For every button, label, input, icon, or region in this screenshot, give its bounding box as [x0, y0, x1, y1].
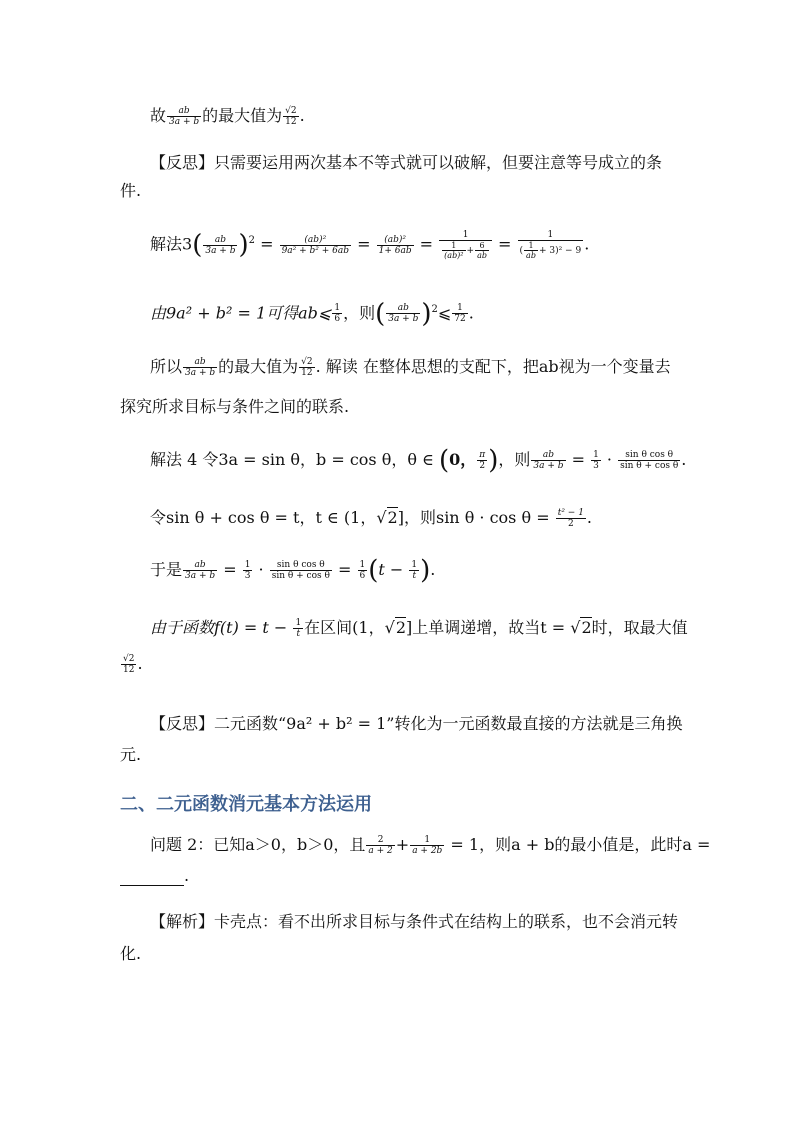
max-value-line: 故 $\frac{ab}{3a + b}$ 的最大值为 $\frac{√2}{12}$ .: [150, 106, 305, 127]
section-heading: 二、二元函数消元基本方法运用: [120, 794, 372, 815]
reflection-continuation: 件.: [120, 181, 142, 200]
fraction: $\frac{√2}{12}$: [285, 106, 297, 127]
therefore-line: 于是 $\frac{ab}{3a + b}$ = $\frac{1}{3}$ · $\frac{\text{sin θ cos θ}}{\text{sin θ + cos θ}}$ = $\frac{1}{6}$ (t − $\frac{1}{t}$ ).: [150, 555, 436, 586]
text: 的最大值为: [202, 106, 283, 125]
method-3-line: 解法3( $\frac{ab}{3a + b}$ )$^2$ = $\frac{\text{(ab)²}}{\text{9a² + b² + 6ab}}$ = $\frac{\text{(ab)²}}{1+ 6ab}$ = 1 $\frac{1}{\text{(ab)²}}$ + $\frac{6}{ab}$ = 1 ( $\frac{1}{ab}$ + 3)² − 9 .: [150, 230, 590, 260]
question-2-line: 问题 2：已知a＞0，b＞0，且 $\frac{2}{a + 2}$ + $\frac{1}{a + 2b}$ = 1，则a + b的最小值是，此时a =: [150, 835, 711, 856]
fraction: $\frac{ab}{3a + b}$: [169, 106, 200, 127]
analysis-continuation: 化.: [120, 944, 142, 963]
interpretation-line: 所以 $\frac{ab}{3a + b}$ 的最大值为 $\frac{√2}{12}$ . 解读 在整体思想的支配下，把ab视为一个变量去: [150, 357, 671, 378]
condition-line: 由9a² + b² = 1可得ab⩽ $\frac{1}{6}$ ，则( $\frac{ab}{3a + b}$ )$^2$⩽ $\frac{1}{72}$ .: [150, 298, 474, 329]
reflection-2-continuation: 元.: [120, 745, 142, 764]
monotonic-line: 由于函数f(t) = t − $\frac{1}{t}$ 在区间(1，√2]上单调递增，故当t = √2时，取最大值: [150, 618, 688, 639]
substitution-line: 令sin θ + cos θ = t，t ∈ (1，√2]，则sin θ · cos θ = $\frac{\text{t² − 1}}{2}$ .: [150, 508, 593, 529]
answer-blank[interactable]: [120, 871, 184, 886]
method-4-line: 解法 4 令3a = sin θ，b = cos θ，θ ∈ (0， $\frac{\pi}{2}$ )，则 $\frac{ab}{3a + b}$ = $\frac{1}{3}$ · $\frac{\text{sin θ cos θ}}{\text{sin θ + cos θ}}$ .: [150, 445, 687, 476]
analysis-paragraph: 【解析】卡壳点：看不出所求目标与条件式在结构上的联系，也不会消元转: [150, 912, 679, 931]
monotonic-continuation: $\frac{√2}{12}$ .: [123, 654, 143, 675]
answer-blank-line: .: [120, 866, 189, 886]
interpretation-continuation: 探究所求目标与条件之间的联系.: [120, 397, 350, 416]
reflection-paragraph: 【反思】只需要运用两次基本不等式就可以破解，但要注意等号成立的条: [150, 153, 663, 172]
text: 故: [150, 106, 167, 125]
reflection-2-paragraph: 【反思】二元函数“9a² + b² = 1”转化为一元函数最直接的方法就是三角换: [150, 714, 683, 733]
